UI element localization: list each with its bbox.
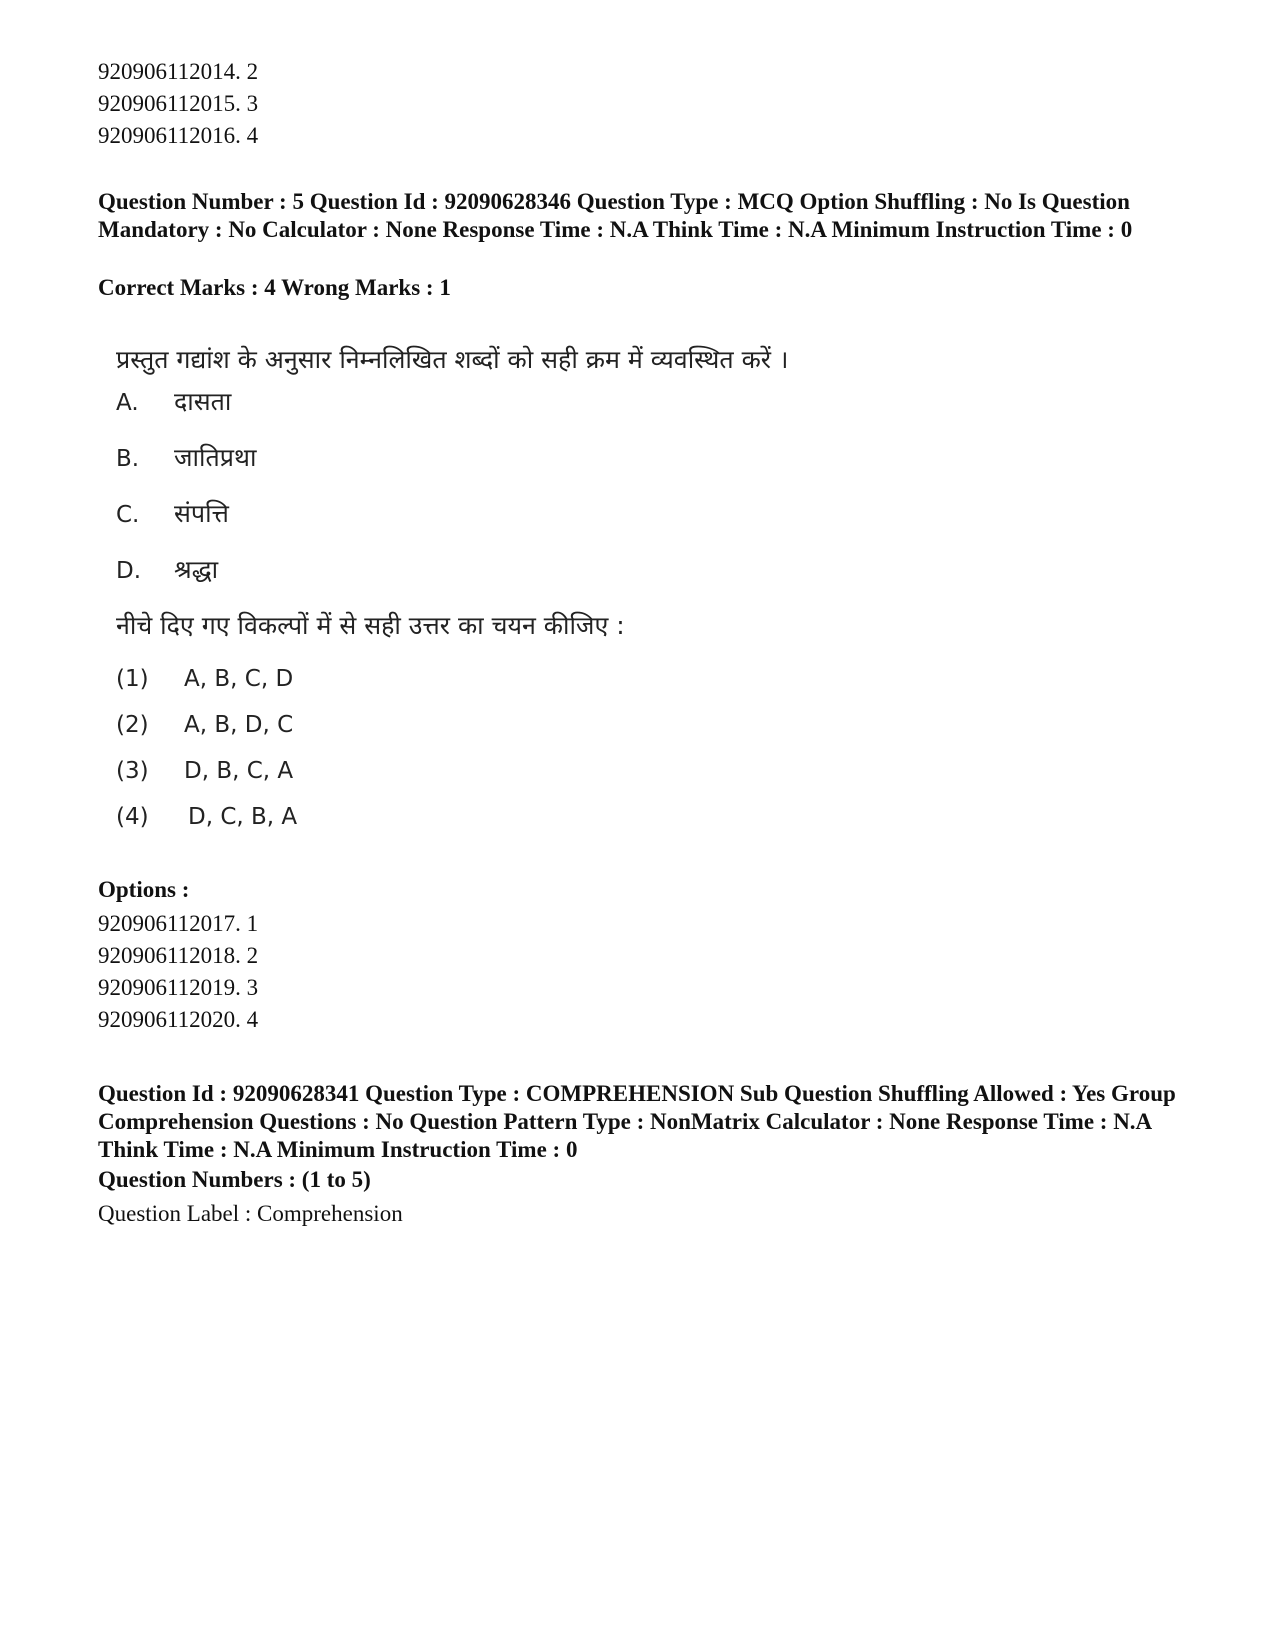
question-numbers: Question Numbers : (1 to 5) bbox=[98, 1167, 371, 1192]
question-label: Question Label : Comprehension bbox=[98, 1201, 403, 1226]
question-meta: Question Number : 5 Question Id : 92090628346 Question Type : MCQ Option Shuffling : No Is Question Mandatory : No Calculator : None Response Time : N.A Think Time : N.A Minimum Instruction Time : 0 bbox=[98, 189, 1133, 242]
choice-text: A, B, D, C bbox=[184, 712, 294, 738]
list-item bbox=[116, 440, 256, 474]
option-line: 920906112018. 2 bbox=[98, 943, 259, 968]
item-key: A. bbox=[116, 390, 139, 416]
choice-text: D, C, B, A bbox=[188, 804, 298, 830]
list-item bbox=[116, 496, 229, 530]
options-heading: Options : bbox=[98, 877, 190, 902]
choice-text: A, B, C, D bbox=[184, 666, 294, 692]
item-key: D. bbox=[116, 558, 142, 584]
answer-choice bbox=[116, 712, 293, 738]
question-instruction: नीचे दिए गए विकल्पों में से सही उत्तर का चयन कीजिए : bbox=[116, 611, 625, 640]
option-line: 920906112019. 3 bbox=[98, 975, 259, 1000]
question-marks: Correct Marks : 4 Wrong Marks : 1 bbox=[98, 275, 451, 300]
choice-number: (4) bbox=[116, 804, 149, 830]
choice-number: (1) bbox=[116, 666, 149, 692]
item-text: जातिप्रथा bbox=[174, 443, 257, 472]
item-text: संपत्ति bbox=[174, 499, 229, 528]
comprehension-meta: Question Id : 92090628341 Question Type : COMPREHENSION Sub Question Shuffling Allowed : Yes Group Comprehension Questions : No Question Pattern Type : NonMatrix Calculator : None Response Time : N.A Think Time : N.A Minimum Instruction Time : 0 bbox=[98, 1081, 1176, 1162]
choice-number: (3) bbox=[116, 758, 149, 784]
item-key: C. bbox=[116, 502, 140, 528]
item-key: B. bbox=[116, 446, 140, 472]
question-stem: प्रस्तुत गद्यांश के अनुसार निम्नलिखित शब्दों को सही क्रम में व्यवस्थित करें । bbox=[116, 345, 789, 374]
prev-option-line: 920906112014. 2 bbox=[98, 59, 259, 84]
option-line: 920906112017. 1 bbox=[98, 911, 259, 936]
answer-choice bbox=[116, 758, 293, 784]
choice-number: (2) bbox=[116, 712, 149, 738]
item-text: श्रद्धा bbox=[174, 555, 219, 584]
item-text: दासता bbox=[174, 387, 232, 416]
answer-choice bbox=[116, 666, 293, 692]
answer-choice bbox=[116, 804, 297, 830]
question-content bbox=[98, 330, 918, 890]
choice-text: D, B, C, A bbox=[184, 758, 294, 784]
option-line: 920906112020. 4 bbox=[98, 1007, 259, 1032]
list-item bbox=[116, 552, 218, 586]
list-item bbox=[116, 384, 231, 418]
prev-option-line: 920906112015. 3 bbox=[98, 91, 259, 116]
prev-option-line: 920906112016. 4 bbox=[98, 123, 259, 148]
